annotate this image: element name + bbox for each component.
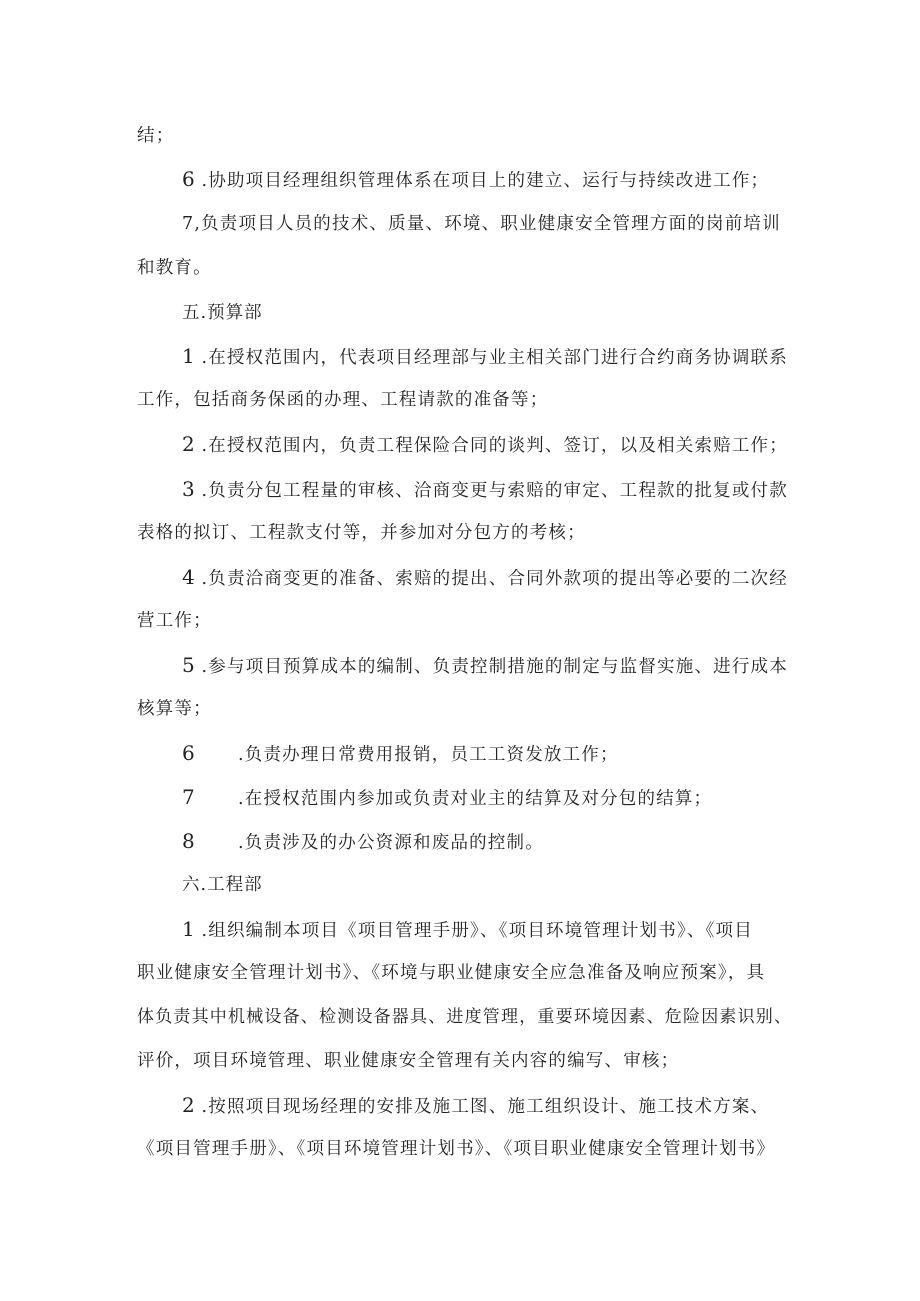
line-text: .按照项目现场经理的安排及施工图、施工组织设计、施工技术方案、: [194, 1097, 770, 1117]
item-number: 1: [182, 917, 195, 941]
section-heading: [182, 873, 797, 897]
list-item: [182, 653, 797, 679]
text-line: [137, 1049, 797, 1073]
item-number: 6: [182, 741, 196, 765]
item-number: 2: [182, 1093, 195, 1117]
list-item: [182, 565, 797, 591]
line-text: 和教育。: [137, 258, 212, 278]
text-line: [137, 256, 797, 280]
line-text: 评价，项目环境管理、职业健康安全管理有关内容的编写、审核；: [137, 1051, 680, 1071]
list-item: [182, 785, 797, 811]
item-number: 3: [182, 477, 195, 501]
list-item: [182, 477, 797, 503]
text-line: [137, 961, 797, 985]
item-number: 4: [182, 565, 195, 589]
list-item: [182, 212, 797, 236]
line-text: .在授权范围内，代表项目经理部与业主相关部门进行合约商务协调联系: [194, 348, 788, 368]
line-text: 核算等；: [137, 699, 212, 719]
heading-text: 五.预算部: [182, 303, 263, 323]
line-text: 工作，包括商务保函的办理、工程请款的准备等；: [137, 390, 549, 410]
line-text: 结；: [137, 126, 175, 146]
text-line: [137, 1005, 797, 1029]
list-item: [182, 432, 797, 458]
line-text: .负责洽商变更的准备、索赔的提出、合同外款项的提出等必要的二次经: [194, 569, 788, 589]
item-number: 5: [182, 653, 195, 677]
line-text: .负责涉及的办公资源和废品的控制。: [238, 833, 544, 853]
line-text: .参与项目预算成本的编制、负责控制措施的制定与监督实施、进行成本: [194, 657, 788, 677]
line-text: .组织编制本项目《项目管理手册》、《项目环境管理计划书》、《项目: [194, 921, 753, 941]
text-line: [137, 388, 797, 412]
list-item: [182, 167, 797, 193]
list-item: [182, 344, 797, 370]
text-line: [137, 1137, 797, 1161]
line-text: 《项目管理手册》、《项目环境管理计划书》、《项目职业健康安全管理计划书》: [137, 1139, 776, 1159]
item-number: 1: [182, 344, 195, 368]
line-text: 体负责其中机械设备、检测设备器具、进度管理，重要环境因素、危险因素识别、: [137, 1007, 793, 1027]
heading-text: 六.工程部: [182, 875, 263, 895]
section-heading: [182, 301, 797, 325]
text-line: [137, 609, 797, 633]
line-text: .协助项目经理组织管理体系在项目上的建立、运行与持续改进工作；: [194, 171, 770, 191]
list-item: [182, 1093, 797, 1119]
text-line: [137, 697, 797, 721]
line-text: 7,负责项目人员的技术、质量、环境、职业健康安全管理方面的岗前培训: [182, 214, 781, 234]
line-text: .负责分包工程量的审核、洽商变更与索赔的审定、工程款的批复或付款: [194, 481, 788, 501]
item-number: 8: [182, 829, 196, 853]
line-text: .在授权范围内，负责工程保险合同的谈判、签订，以及相关索赔工作；: [194, 436, 788, 456]
item-number: 7: [182, 785, 196, 809]
text-line: [137, 521, 797, 545]
line-text: .负责办理日常费用报销，员工工资发放工作；: [238, 745, 619, 765]
list-item: [182, 917, 797, 943]
text-line: [137, 124, 797, 148]
list-item: [182, 741, 797, 767]
item-number: 2: [182, 432, 195, 456]
line-text: 表格的拟订、工程款支付等，并参加对分包方的考核；: [137, 523, 586, 543]
list-item: [182, 829, 797, 855]
item-number: 6: [182, 167, 195, 191]
line-text: 职业健康安全管理计划书》、《环境与职业健康安全应急准备及响应预案》，具: [137, 963, 766, 983]
line-text: 营工作；: [137, 611, 212, 631]
line-text: .在授权范围内参加或负责对业主的结算及对分包的结算；: [238, 789, 713, 809]
